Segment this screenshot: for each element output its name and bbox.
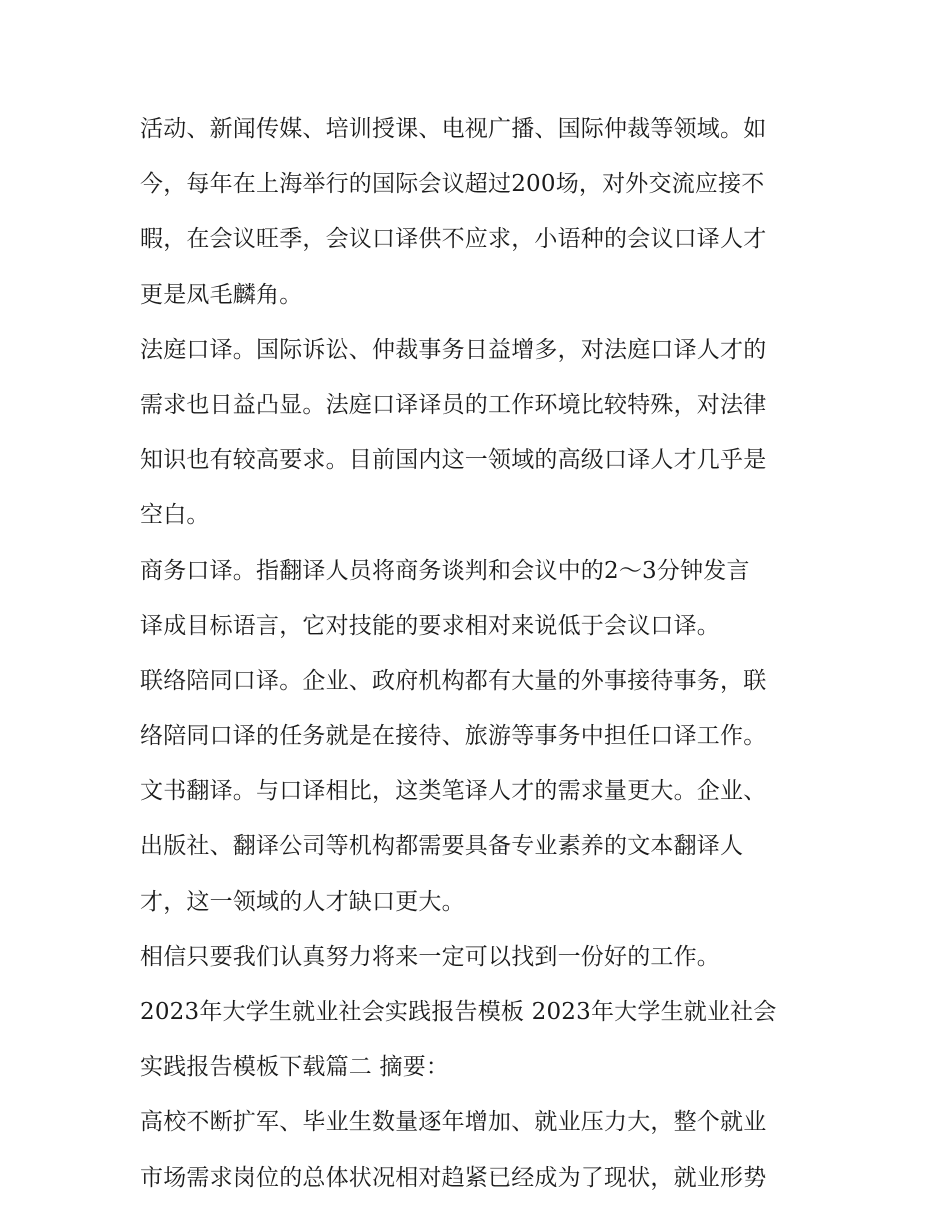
text-line: 实践报告模板下载篇二 摘要：	[140, 1054, 450, 1081]
text-line: 更是凤毛麟角。	[140, 281, 303, 308]
text-line: 译成目标语言，它对技能的要求相对来说低于会议口译。	[140, 612, 720, 639]
text-line: 商务口译。指翻译人员将商务谈判和会议中的2～3分钟发言	[140, 557, 750, 584]
document-body	[140, 102, 812, 1206]
text-line: 联络陪同口译。企业、政府机构都有大量的外事接待事务，联	[140, 667, 767, 694]
text-line: 活动、新闻传媒、培训授课、电视广播、国际仲裁等领域。如	[140, 116, 767, 142]
text-line: 才，这一领域的人才缺口更大。	[140, 888, 465, 915]
text-line: 需求也日益凸显。法庭口译译员的工作环境比较特殊，对法律	[140, 391, 767, 418]
text-line: 络陪同口译的任务就是在接待、旅游等事务中担任口译工作。	[140, 723, 767, 750]
text-line: 文书翻译。与口译相比，这类笔译人才的需求量更大。企业、	[140, 778, 767, 805]
text-line: 知识也有较高要求。目前国内这一领域的高级口译人才几乎是	[140, 447, 767, 474]
text-line: 空白。	[140, 502, 210, 529]
text-line: 市场需求岗位的总体状况相对趋紧已经成为了现状，就业形势	[140, 1164, 767, 1191]
text-line: 出版社、翻译公司等机构都需要具备专业素养的文本翻译人	[140, 833, 744, 860]
text-line: 暇，在会议旺季，会议口译供不应求，小语种的会议口译人才	[140, 226, 767, 253]
text-line: 2023年大学生就业社会实践报告模板 2023年大学生就业社会	[140, 999, 777, 1025]
text-line: 法庭口译。国际诉讼、仲裁事务日益增多，对法庭口译人才的	[140, 336, 767, 363]
text-line: 高校不断扩军、毕业生数量逐年增加、就业压力大，整个就业	[140, 1109, 767, 1136]
text-line: 相信只要我们认真努力将来一定可以找到一份好的工作。	[140, 943, 720, 970]
text-line: 今，每年在上海举行的国际会议超过200场，对外交流应接不	[140, 171, 765, 198]
